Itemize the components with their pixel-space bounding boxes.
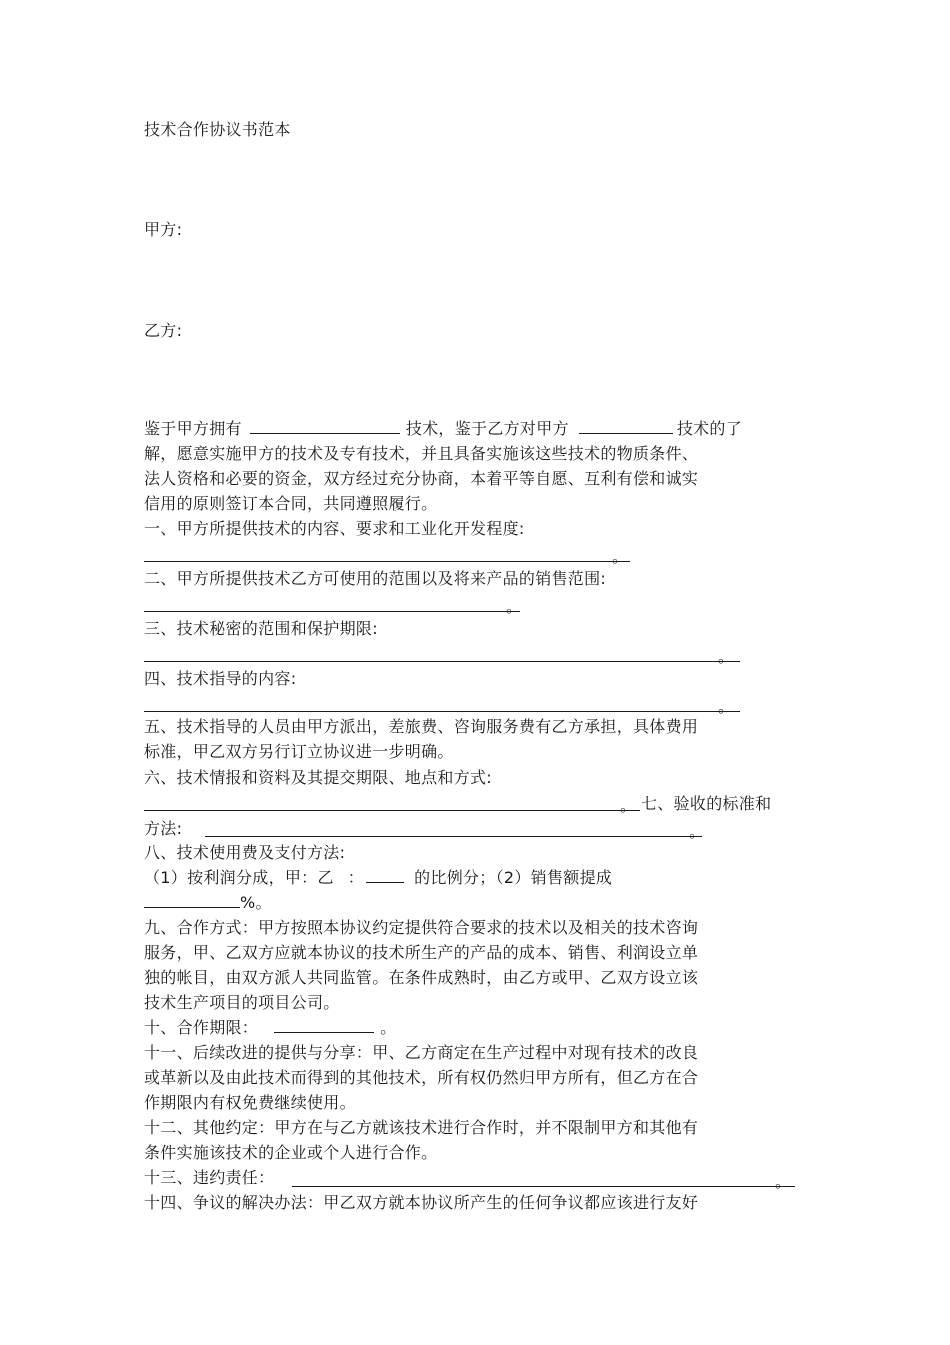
- section-10-heading: 十、合作期限： 。: [144, 1018, 397, 1037]
- technology-name-blank-1: [250, 418, 400, 434]
- preamble-line-1: 鉴于甲方拥有 技术，鉴于乙方对甲方 技术的了: [144, 419, 743, 438]
- section-3-blank: [144, 661, 740, 662]
- section-11-line-1: 十一、后续改进的提供与分享：甲、乙方商定在生产过程中对现有技术的改良: [144, 1043, 699, 1062]
- section-7-heading-start: 七、验收的标准和: [641, 794, 772, 813]
- section-2-blank: [144, 611, 520, 612]
- party-b-label: 乙方:: [144, 321, 183, 340]
- section-2-heading: 二、甲方所提供技术乙方可使用的范围以及将来产品的销售范围:: [144, 569, 607, 588]
- section-4-period: 。: [718, 697, 735, 716]
- preamble-line-4: 信用的原则签订本合同，共同遵照履行。: [144, 494, 438, 513]
- section-3-heading: 三、技术秘密的范围和保护期限:: [144, 619, 378, 638]
- section-6-heading: 六、技术情报和资料及其提交期限、地点和方式:: [144, 768, 492, 787]
- section-13-blank: [292, 1186, 795, 1187]
- party-a-label: 甲方:: [144, 220, 183, 239]
- profit-ratio-blank: [366, 867, 404, 883]
- section-5-line-1: 五、技术指导的人员由甲方派出，差旅费、咨询服务费有乙方承担，具体费用: [144, 717, 699, 736]
- section-2-period: 。: [506, 597, 523, 616]
- section-4-heading: 四、技术指导的内容:: [144, 669, 297, 688]
- section-4-blank: [144, 711, 740, 712]
- section-1-heading: 一、甲方所提供技术的内容、要求和工业化开发程度:: [144, 519, 525, 538]
- section-8-option-1: （1）按利润分成，甲：乙 ： 的比例分；（2）销售额提成: [144, 868, 613, 887]
- section-7-period: 。: [689, 822, 706, 841]
- section-9-line-2: 服务，甲、乙双方应就本协议的技术所生产的产品的成本、销售、利润设立单: [144, 943, 699, 962]
- section-8-heading: 八、技术使用费及支付方法:: [144, 843, 346, 862]
- section-6-period: 。: [620, 796, 637, 815]
- document-title: 技术合作协议书范本: [144, 120, 291, 139]
- section-7-heading-end: 方法:: [144, 819, 183, 838]
- section-3-period: 。: [718, 647, 735, 666]
- section-11-line-2: 或革新以及由此技术而得到的其他技术，所有权仍然归甲方所有，但乙方在合: [144, 1068, 699, 1087]
- cooperation-period-blank: [274, 1017, 374, 1033]
- section-14-line-1: 十四、争议的解决办法：甲乙双方就本协议所产生的任何争议都应该进行友好: [144, 1193, 699, 1212]
- section-5-line-2: 标准，甲乙双方另行订立协议进一步明确。: [144, 742, 454, 761]
- section-8-option-2: %。: [144, 892, 272, 914]
- section-7-blank: [205, 836, 702, 837]
- section-9-line-3: 独的帐目，由双方派人共同监管。在条件成熟时，由乙方或甲、乙双方设立该: [144, 968, 699, 987]
- technology-name-blank-2: [579, 418, 673, 434]
- section-9-line-1: 九、合作方式：甲方按照本协议约定提供符合要求的技术以及相关的技术咨询: [144, 918, 699, 937]
- section-13-period: 。: [775, 1172, 792, 1191]
- section-12-line-1: 十二、其他约定：甲方在与乙方就该技术进行合作时，并不限制甲方和其他有: [144, 1118, 699, 1137]
- preamble-line-3: 法人资格和必要的资金，双方经过充分协商，本着平等自愿、互利有偿和诚实: [144, 469, 699, 488]
- section-1-blank: [144, 561, 630, 562]
- section-11-line-3: 作期限内有权免费继续使用。: [144, 1093, 356, 1112]
- section-9-line-4: 技术生产项目的项目公司。: [144, 993, 340, 1012]
- section-12-line-2: 条件实施该技术的企业或个人进行合作。: [144, 1143, 438, 1162]
- section-1-period: 。: [612, 547, 629, 566]
- preamble-line-2: 解，愿意实施甲方的技术及专有技术，并且具备实施该这些技术的物质条件、: [144, 444, 699, 463]
- sales-percent-blank: [144, 892, 240, 908]
- section-6-blank: [144, 810, 640, 811]
- section-13-heading: 十三、违约责任：: [144, 1168, 275, 1187]
